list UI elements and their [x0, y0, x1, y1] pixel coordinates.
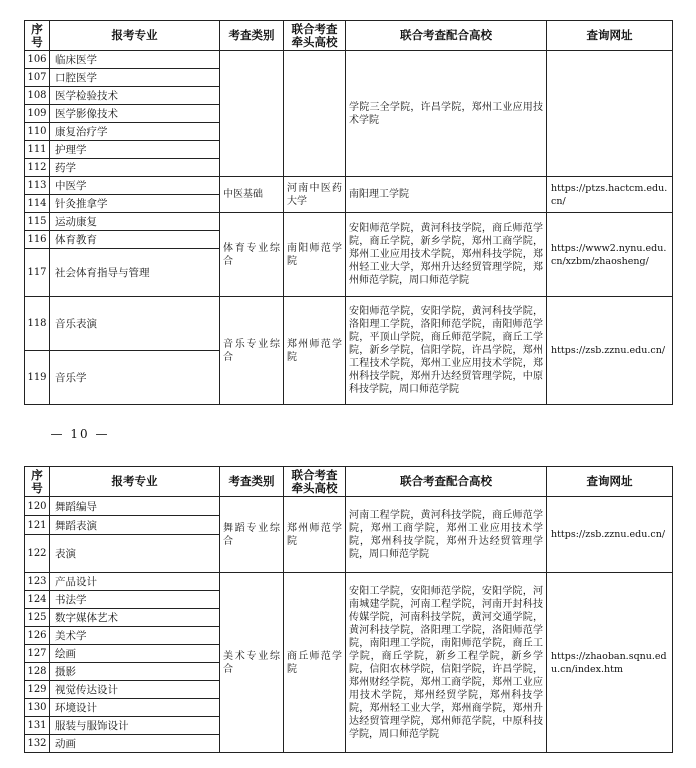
- lead-school-cell: 郑州师范学院: [284, 297, 346, 405]
- row-number: 123: [25, 573, 50, 591]
- table-row: [25, 297, 673, 351]
- header-lead: 联合考查 牵头高校: [284, 467, 346, 497]
- row-number: 129: [25, 681, 50, 699]
- row-number: 131: [25, 717, 50, 735]
- row-number: 117: [25, 249, 50, 297]
- major-name: 口腔医学: [50, 69, 220, 87]
- row-number: 128: [25, 663, 50, 681]
- major-name: 环境设计: [50, 699, 220, 717]
- header-row: [25, 21, 673, 51]
- category-cell: 音乐专业综合: [220, 297, 284, 405]
- row-number: 106: [25, 51, 50, 69]
- header-url: 查询网址: [547, 467, 673, 497]
- header-row: [25, 467, 673, 497]
- url-cell: https://www2.nynu.edu.cn/xzbm/zhaosheng/: [547, 213, 673, 297]
- header-category: 考查类别: [220, 21, 284, 51]
- partner-schools-cell: 安阳师范学院，安阳学院，黄河科技学院，洛阳理工学院，洛阳师范学院，南阳师范学院，平顶山学院，商丘师范学院，商丘工学院，新乡学院，信阳学院，许昌学院，郑州工程技术学院，郑州工业应用技术学院，郑州科技学院，郑州升达经贸管理学院，中原科技学院，周口师范学院: [346, 297, 547, 405]
- partner-schools-cell: 河南工程学院，黄河科技学院，商丘师范学院，郑州工商学院，郑州工业应用技术学院，郑州科技学院，郑州升达经贸管理学院，周口师范学院: [346, 497, 547, 573]
- major-name: 美术学: [50, 627, 220, 645]
- category-cell: [220, 51, 284, 177]
- major-name: 医学检验技术: [50, 87, 220, 105]
- major-name: 舞蹈表演: [50, 516, 220, 535]
- row-number: 112: [25, 159, 50, 177]
- major-name: 临床医学: [50, 51, 220, 69]
- lead-school-cell: 商丘师范学院: [284, 573, 346, 753]
- major-name: 视觉传达设计: [50, 681, 220, 699]
- header-no: 序 号: [25, 21, 50, 51]
- major-name: 医学影像技术: [50, 105, 220, 123]
- header-major: 报考专业: [50, 467, 220, 497]
- header-partners: 联合考查配合高校: [346, 21, 547, 51]
- row-number: 126: [25, 627, 50, 645]
- row-number: 118: [25, 297, 50, 351]
- major-name: 护理学: [50, 141, 220, 159]
- category-cell: 美术专业综合: [220, 573, 284, 753]
- url-cell: https://zsb.zznu.edu.cn/: [547, 297, 673, 405]
- row-number: 114: [25, 195, 50, 213]
- header-no: 序 号: [25, 467, 50, 497]
- major-name: 针灸推拿学: [50, 195, 220, 213]
- major-name: 药学: [50, 159, 220, 177]
- row-number: 108: [25, 87, 50, 105]
- category-cell: 体育专业综合: [220, 213, 284, 297]
- major-name: 书法学: [50, 591, 220, 609]
- table-row: [25, 51, 673, 69]
- header-partners: 联合考查配合高校: [346, 467, 547, 497]
- lead-school-cell: 郑州师范学院: [284, 497, 346, 573]
- major-name: 服装与服饰设计: [50, 717, 220, 735]
- url-cell: https://ptzs.hactcm.edu.cn/: [547, 177, 673, 213]
- partner-schools-cell: 学院三全学院，许昌学院，郑州工业应用技术学院: [346, 51, 547, 177]
- major-name: 舞蹈编导: [50, 497, 220, 516]
- lead-school-cell: 南阳师范学院: [284, 213, 346, 297]
- table-row: [25, 213, 673, 231]
- major-name: 动画: [50, 735, 220, 753]
- top-table: [24, 20, 673, 405]
- major-name: 音乐表演: [50, 297, 220, 351]
- major-name: 运动康复: [50, 213, 220, 231]
- row-number: 116: [25, 231, 50, 249]
- row-number: 120: [25, 497, 50, 516]
- partner-schools-cell: 南阳理工学院: [346, 177, 547, 213]
- bottom-table: [24, 466, 673, 753]
- lead-school-cell: [284, 51, 346, 177]
- major-name: 摄影: [50, 663, 220, 681]
- row-number: 115: [25, 213, 50, 231]
- row-number: 127: [25, 645, 50, 663]
- row-number: 122: [25, 535, 50, 573]
- header-category: 考查类别: [220, 467, 284, 497]
- major-name: 体育教育: [50, 231, 220, 249]
- partner-schools-cell: 安阳工学院，安阳师范学院，安阳学院，河南城建学院，河南工程学院，河南开封科技传媒学院，河南科技学院，黄河交通学院，黄河科技学院，洛阳理工学院，洛阳师范学院，南阳理工学院，南阳师范学院，商丘工学院，商丘学院，新乡工程学院，新乡学院，信阳农林学院，信阳学院，许昌学院，郑州财经学院，郑州工商学院，郑州工业应用技术学院，郑州经贸学院，郑州科技学院，郑州轻工业大学，郑州商学院，郑州升达经贸管理学院，郑州师范学院，中原科技学院，周口师范学院: [346, 573, 547, 753]
- table-row: [25, 497, 673, 516]
- major-name: 康复治疗学: [50, 123, 220, 141]
- major-name: 数字媒体艺术: [50, 609, 220, 627]
- row-number: 107: [25, 69, 50, 87]
- row-number: 124: [25, 591, 50, 609]
- category-cell: 舞蹈专业综合: [220, 497, 284, 573]
- row-number: 125: [25, 609, 50, 627]
- major-name: 社会体育指导与管理: [50, 249, 220, 297]
- table-row: [25, 177, 673, 195]
- row-number: 113: [25, 177, 50, 195]
- row-number: 121: [25, 516, 50, 535]
- row-number: 130: [25, 699, 50, 717]
- category-cell: 中医基础: [220, 177, 284, 213]
- row-number: 109: [25, 105, 50, 123]
- row-number: 110: [25, 123, 50, 141]
- lead-school-cell: 河南中医药大学: [284, 177, 346, 213]
- major-name: 中医学: [50, 177, 220, 195]
- row-number: 132: [25, 735, 50, 753]
- major-name: 音乐学: [50, 351, 220, 405]
- url-cell: [547, 51, 673, 177]
- major-name: 表演: [50, 535, 220, 573]
- partner-schools-cell: 安阳师范学院，黄河科技学院，商丘师范学院，商丘学院，新乡学院，郑州工商学院，郑州工业应用技术学院，郑州科技学院，郑州轻工业大学，郑州升达经贸管理学院，郑州师范学院，周口师范学院: [346, 213, 547, 297]
- row-number: 119: [25, 351, 50, 405]
- url-cell: https://zhaoban.sqnu.edu.cn/index.htm: [547, 573, 673, 753]
- header-lead: 联合考查 牵头高校: [284, 21, 346, 51]
- major-name: 绘画: [50, 645, 220, 663]
- url-cell: https://zsb.zznu.edu.cn/: [547, 497, 673, 573]
- header-url: 查询网址: [547, 21, 673, 51]
- table-row: [25, 573, 673, 591]
- row-number: 111: [25, 141, 50, 159]
- header-major: 报考专业: [50, 21, 220, 51]
- page-number: — 10 —: [50, 427, 110, 441]
- major-name: 产品设计: [50, 573, 220, 591]
